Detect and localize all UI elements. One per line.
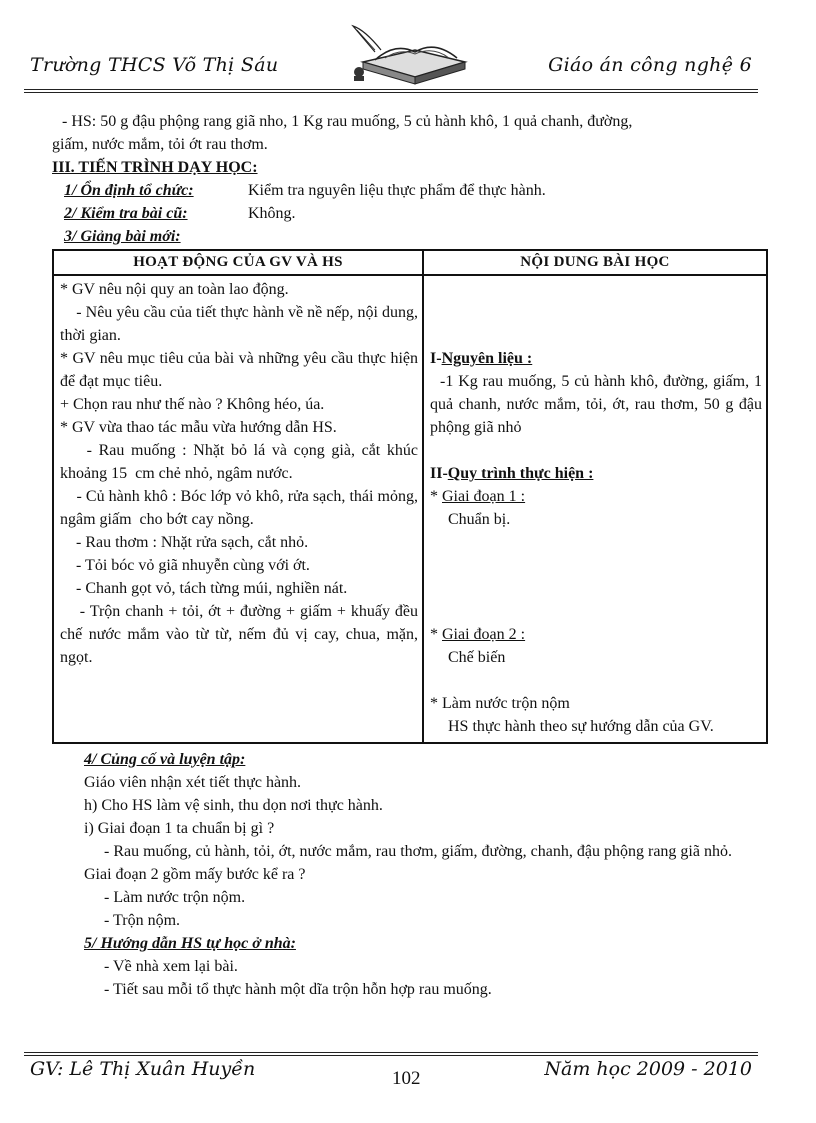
footer-school-year: Năm học 2009 - 2010 xyxy=(544,1058,752,1080)
step-1-text: Kiểm tra nguyên liệu thực phẩm để thực hành. xyxy=(248,182,546,199)
activity-line: - Rau muống : Nhặt bỏ lá và cọng già, cắt khúc khoảng 15 cm chẻ nhỏ, ngâm nước. xyxy=(60,442,423,482)
activity-line: - Trộn chanh + tỏi, ớt + đường + giấm + khuấy đều chế nước mắm vào từ từ, nếm đủ vị cay, chua, mặn, ngọt. xyxy=(60,603,422,666)
activity-line: - Tỏi bóc vỏ giã nhuyễn cùng với ớt. xyxy=(60,557,310,574)
section-5-title: 5/ Hướng dẫn HS tự học ở nhà: xyxy=(84,935,296,952)
stage-2-heading: * Giai đoạn 2 : xyxy=(430,626,526,643)
stage-1-text: Chuẩn bị. xyxy=(448,511,511,528)
step-3 xyxy=(52,225,768,248)
review-answer-2b: - Trộn nộm. xyxy=(104,912,181,929)
intro-line-2: giấm, nước mắm, tỏi ớt rau thơm. xyxy=(52,136,268,153)
activity-line: - Rau thơm : Nhặt rửa sạch, cắt nhỏ. xyxy=(60,534,309,551)
step-2-text: Không. xyxy=(248,205,296,222)
step-1 xyxy=(52,179,768,202)
homework-line-1: - Về nhà xem lại bài. xyxy=(104,958,238,975)
review-item-h: h) Cho HS làm vệ sinh, thu dọn nơi thực hành. xyxy=(84,797,383,814)
stage-1-heading: * Giai đoạn 1 : xyxy=(430,488,526,505)
activity-line: - Chanh gọt vỏ, tách từng múi, nghiền nát. xyxy=(60,580,348,597)
stage-2-text: Chế biến xyxy=(448,649,506,666)
review-answer-2a: - Làm nước trộn nộm. xyxy=(104,889,246,906)
dressing-heading: * Làm nước trộn nộm xyxy=(430,695,570,712)
activity-cell xyxy=(53,275,423,743)
section-4-title: 4/ Củng cố và luyện tập: xyxy=(84,751,246,768)
step-1-label: 1/ Ổn định tổ chức: xyxy=(64,182,194,199)
review-item-i: i) Giai đoạn 1 ta chuẩn bị gì ? xyxy=(84,820,275,837)
header-rule xyxy=(24,89,758,93)
activity-line: - Nêu yêu cầu của tiết thực hành về nề nếp, nội dung, thời gian. xyxy=(60,304,422,344)
lesson-table xyxy=(52,249,768,744)
lesson-content xyxy=(52,110,768,1001)
col-header-content: NỘI DUNG BÀI HỌC xyxy=(423,250,767,275)
review-answer-1: - Rau muống, củ hành, tỏi, ớt, nước mắm, rau thơm, giấm, đường, chanh, đậu phộng rang giã nhỏ. xyxy=(104,843,732,860)
activity-line: + Chọn rau như thế nào ? Không héo, úa. xyxy=(60,396,325,413)
header-school: Trường THCS Võ Thị Sáu xyxy=(30,54,279,76)
review-question-2: Giai đoạn 2 gồm mấy bước kể ra ? xyxy=(84,866,306,883)
homework-line-2: - Tiết sau mỗi tổ thực hành một dĩa trộn hỗn hợp rau muống. xyxy=(104,981,492,998)
intro-line-1: - HS: 50 g đậu phộng rang giã nho, 1 Kg rau muống, 5 củ hành khô, 1 quả chanh, đường, xyxy=(62,113,633,130)
ingredients-heading: I-Nguyên liệu : xyxy=(430,350,533,367)
activity-line: - Củ hành khô : Bóc lớp vỏ khô, rửa sạch, thái mỏng, ngâm giấm cho bớt cay nồng. xyxy=(60,488,422,528)
activity-line: * GV nêu nội quy an toàn lao động. xyxy=(60,281,289,298)
books-quill-logo xyxy=(345,22,475,90)
procedure-heading: II-Quy trình thực hiện : xyxy=(430,465,594,482)
step-2-label: 2/ Kiểm tra bài cũ: xyxy=(64,205,188,222)
content-cell xyxy=(423,275,767,743)
col-header-activity: HOẠT ĐỘNG CỦA GV VÀ HS xyxy=(53,250,423,275)
section-5 xyxy=(52,932,768,1001)
footer-rule xyxy=(24,1052,758,1056)
page-number: 102 xyxy=(392,1068,421,1089)
section-4 xyxy=(52,748,768,932)
activity-line: * GV vừa thao tác mẫu vừa hướng dẫn HS. xyxy=(60,419,337,436)
step-3-label: 3/ Giảng bài mới: xyxy=(64,228,181,245)
section-3-title: III. TIẾN TRÌNH DẠY HỌC: xyxy=(52,159,258,176)
dressing-text: HS thực hành theo sự hướng dẫn của GV. xyxy=(448,718,714,735)
activity-line: * GV nêu mục tiêu của bài và những yêu cầu thực hiện để đạt mục tiêu. xyxy=(60,350,418,390)
step-2 xyxy=(52,202,768,225)
header-subject: Giáo án công nghệ 6 xyxy=(548,54,752,76)
review-line: Giáo viên nhận xét tiết thực hành. xyxy=(84,774,302,791)
ingredients-text: -1 Kg rau muống, 5 củ hành khô, đường, giấm, 1 quả chanh, nước mắm, tỏi, ớt, rau thơm, 50 g đậu phộng giã nhỏ xyxy=(430,373,762,436)
footer-teacher: GV: Lê Thị Xuân Huyền xyxy=(30,1058,256,1080)
